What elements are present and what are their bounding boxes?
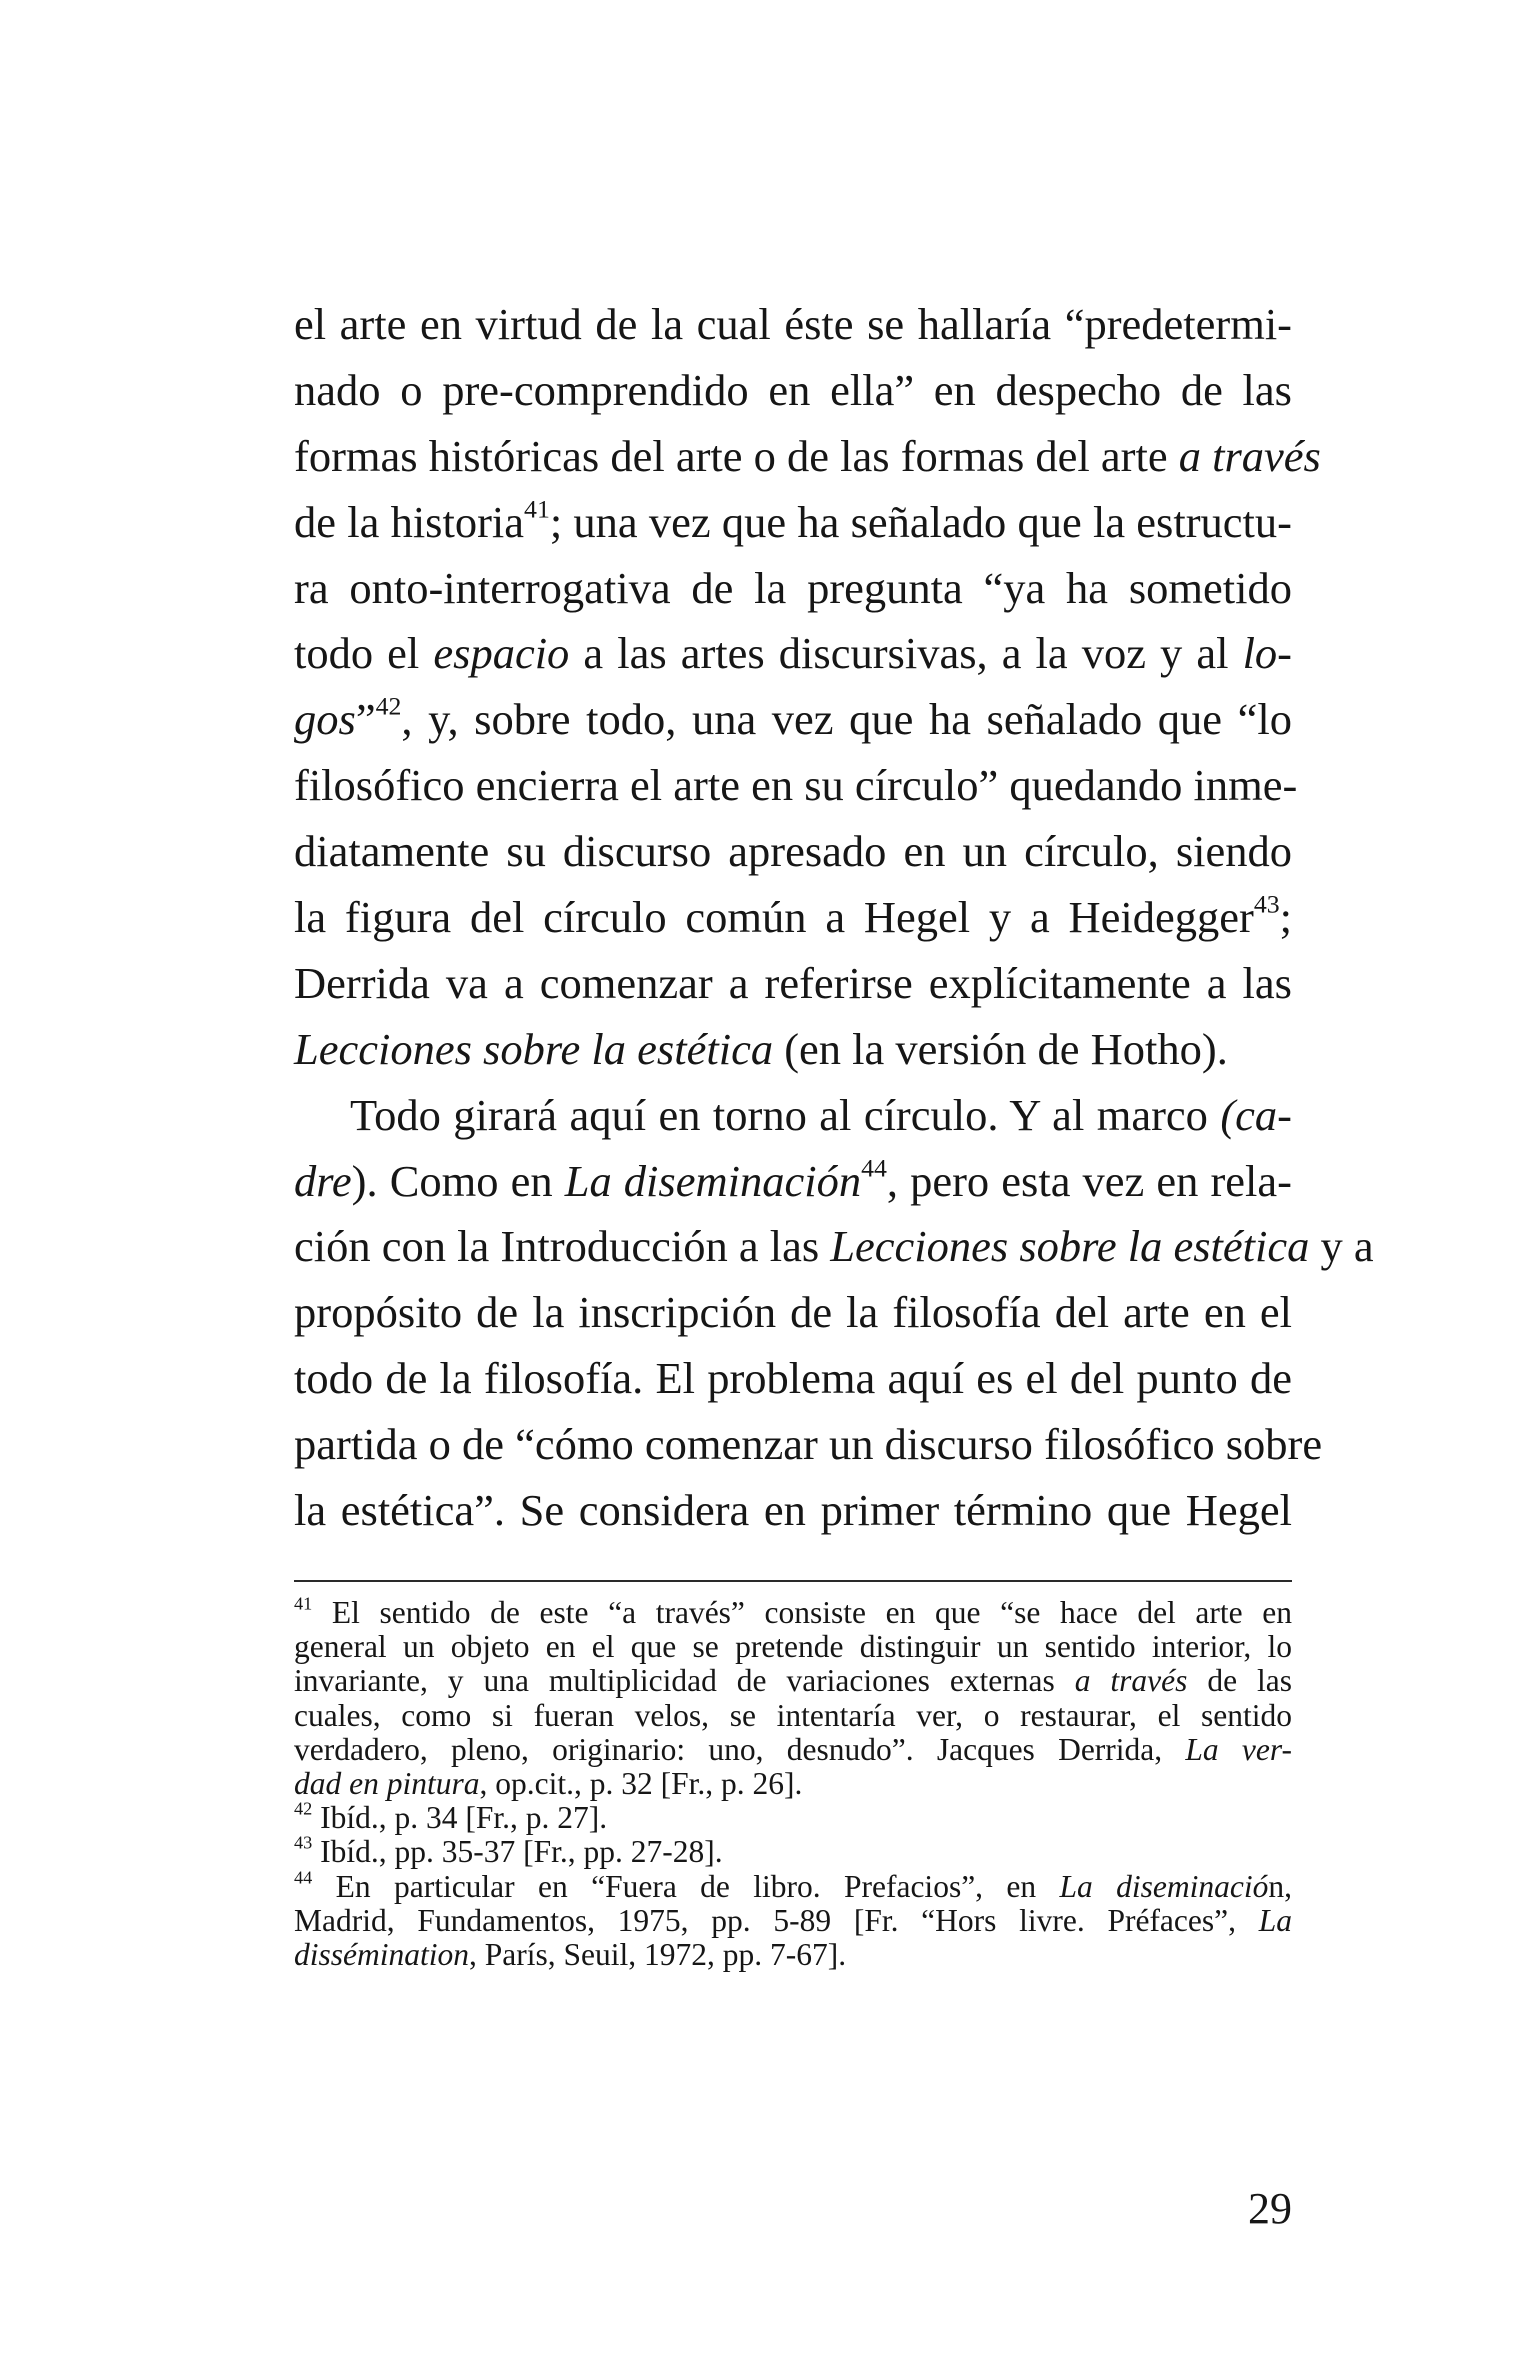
footnote-line: [294, 1767, 1292, 1801]
footnote-line: [294, 1798, 1292, 1836]
text-run: , op.cit., p. 32 [Fr., p. 26].: [479, 1765, 803, 1801]
footnote-line: [294, 1866, 1292, 1904]
text-run: Derrida va a comenzar a referirse explícitamente a las: [294, 957, 1292, 1008]
footnotes: [294, 1593, 1292, 1972]
footnote-marker: 44: [861, 1153, 887, 1183]
text-run: partida o de “cómo comenzar un discurso filosófico sobre: [294, 1419, 1323, 1470]
body-line: [294, 819, 1292, 885]
text-run: ción con la Introducción a las: [294, 1221, 831, 1272]
text-run: diatamente su discurso apresado en un círculo, siendo: [294, 826, 1292, 877]
italic-text: La ver-: [1185, 1731, 1292, 1767]
footnote-marker: 41: [524, 494, 550, 524]
italic-text: dissémination: [294, 1936, 470, 1972]
text-run: Todo girará aquí en torno al círculo. Y al marco: [350, 1089, 1221, 1140]
italic-text: gos: [294, 694, 356, 745]
footnote-line: [294, 1630, 1292, 1664]
footnote-marker: 43: [294, 1832, 313, 1853]
body-line: [294, 292, 1292, 358]
body-line: [294, 1017, 1292, 1083]
body-line: [294, 1083, 1292, 1149]
italic-text: Lecciones sobre la estética: [294, 1023, 774, 1074]
page-number: 29: [1248, 2184, 1292, 2233]
text-run: Madrid, Fundamentos, 1975, pp. 5-89 [Fr. “Hors livre. Préfaces”,: [294, 1902, 1259, 1938]
italic-text: La: [1258, 1902, 1292, 1938]
body-line: [294, 1412, 1323, 1478]
italic-text: La diseminación: [564, 1155, 862, 1206]
text-run: n,: [1268, 1868, 1292, 1904]
body-line: [294, 358, 1292, 424]
footnote-line: [294, 1593, 1292, 1630]
text-run: todo de la filosofía. El problema aquí es el del punto de: [294, 1353, 1292, 1404]
body-line: [294, 424, 1321, 490]
body-line: [294, 621, 1292, 687]
text-run: el arte en virtud de la cual éste se hallaría “predetermi-: [294, 299, 1292, 349]
text-run: y a: [1309, 1221, 1374, 1272]
text-run: formas históricas del arte o de las formas del arte: [294, 430, 1179, 481]
text-run: (en la versión de Hotho).: [773, 1023, 1228, 1074]
text-run: , París, Seuil, 1972, pp. 7-67].: [469, 1936, 847, 1972]
text-run: Ibíd., pp. 35-37 [Fr., pp. 27-28].: [312, 1834, 723, 1870]
italic-text: La diseminació: [1059, 1868, 1269, 1904]
body-line: [294, 1346, 1292, 1412]
body-line: [294, 1149, 1292, 1215]
footnote-line: [294, 1832, 1292, 1870]
body-line: [294, 556, 1292, 622]
italic-text: dad en pintura: [294, 1765, 480, 1801]
footnote-marker: 42: [294, 1798, 313, 1819]
italic-text: dre: [294, 1155, 352, 1206]
main-text: [294, 292, 1374, 1544]
text-run: filosófico encierra el arte en su círculo” quedando inme-: [294, 760, 1298, 811]
text-run: nado o pre-comprendido en ella” en despecho de las: [294, 364, 1292, 415]
italic-text: espacio: [433, 628, 570, 679]
body-line: [294, 885, 1292, 951]
footnote-line: [294, 1938, 1292, 1972]
text-run: todo el: [294, 628, 434, 679]
text-run: propósito de la inscripción de la filosofía del arte en el: [294, 1287, 1292, 1338]
text-run: verdadero, pleno, originario: uno, desnudo”. Jacques Derrida,: [294, 1731, 1186, 1767]
text-run: de la historia: [294, 496, 525, 547]
text-run: a las artes discursivas, a la voz y al: [569, 628, 1243, 679]
footnote-line: [294, 1733, 1292, 1767]
text-run: cuales, como si fueran velos, se intentaría ver, o restaurar, el sentido: [294, 1697, 1292, 1733]
body-line: [294, 1280, 1292, 1346]
footnote-line: [294, 1664, 1292, 1698]
text-run: Ibíd., p. 34 [Fr., p. 27].: [312, 1800, 608, 1836]
footnote-marker: 41: [294, 1593, 313, 1614]
text-run: En particular en “Fuera de libro. Prefacios”, en: [312, 1868, 1060, 1904]
text-run: ”: [355, 694, 376, 745]
text-run: , y, sobre todo, una vez que ha señalado que “lo: [401, 694, 1292, 745]
body-line: [294, 951, 1292, 1017]
body-line: [294, 490, 1292, 556]
text-run: ;: [1279, 892, 1292, 943]
text-run: ra onto-interrogativa de la pregunta “ya ha sometido: [294, 562, 1292, 613]
footnote-line: [294, 1699, 1292, 1733]
text-run: la figura del círculo común a Hegel y a Heidegger: [294, 892, 1254, 943]
text-run: general un objeto en el que se pretende distinguir un sentido interior, lo: [294, 1629, 1292, 1665]
footnote-marker: 43: [1253, 889, 1280, 919]
text-run: ). Como en: [351, 1155, 565, 1206]
italic-text: a través: [1178, 430, 1321, 481]
footnote-marker: 44: [294, 1866, 313, 1887]
body-line: [294, 1478, 1292, 1544]
text-run: de las: [1187, 1663, 1292, 1699]
body-line: [294, 753, 1298, 819]
text-run: ; una vez que ha señalado que la estructu-: [549, 496, 1292, 547]
italic-text: a través: [1074, 1663, 1188, 1699]
italic-text: Lecciones sobre la estética: [830, 1221, 1310, 1272]
text-run: El sentido de este “a través” consiste en que “se hace del arte en: [312, 1595, 1292, 1630]
text-run: , pero esta vez en rela-: [886, 1155, 1292, 1206]
italic-text: lo-: [1242, 628, 1292, 679]
body-line: [294, 1214, 1374, 1280]
footnote-line: [294, 1904, 1292, 1938]
text-run: invariante, y una multiplicidad de variaciones externas: [294, 1663, 1075, 1699]
footnote-marker: 42: [375, 692, 402, 721]
italic-text: (ca-: [1220, 1089, 1292, 1140]
footnote-separator: [294, 1580, 1292, 1582]
body-line: [294, 687, 1292, 753]
text-run: la estética”. Se considera en primer término que Hegel: [294, 1485, 1292, 1536]
